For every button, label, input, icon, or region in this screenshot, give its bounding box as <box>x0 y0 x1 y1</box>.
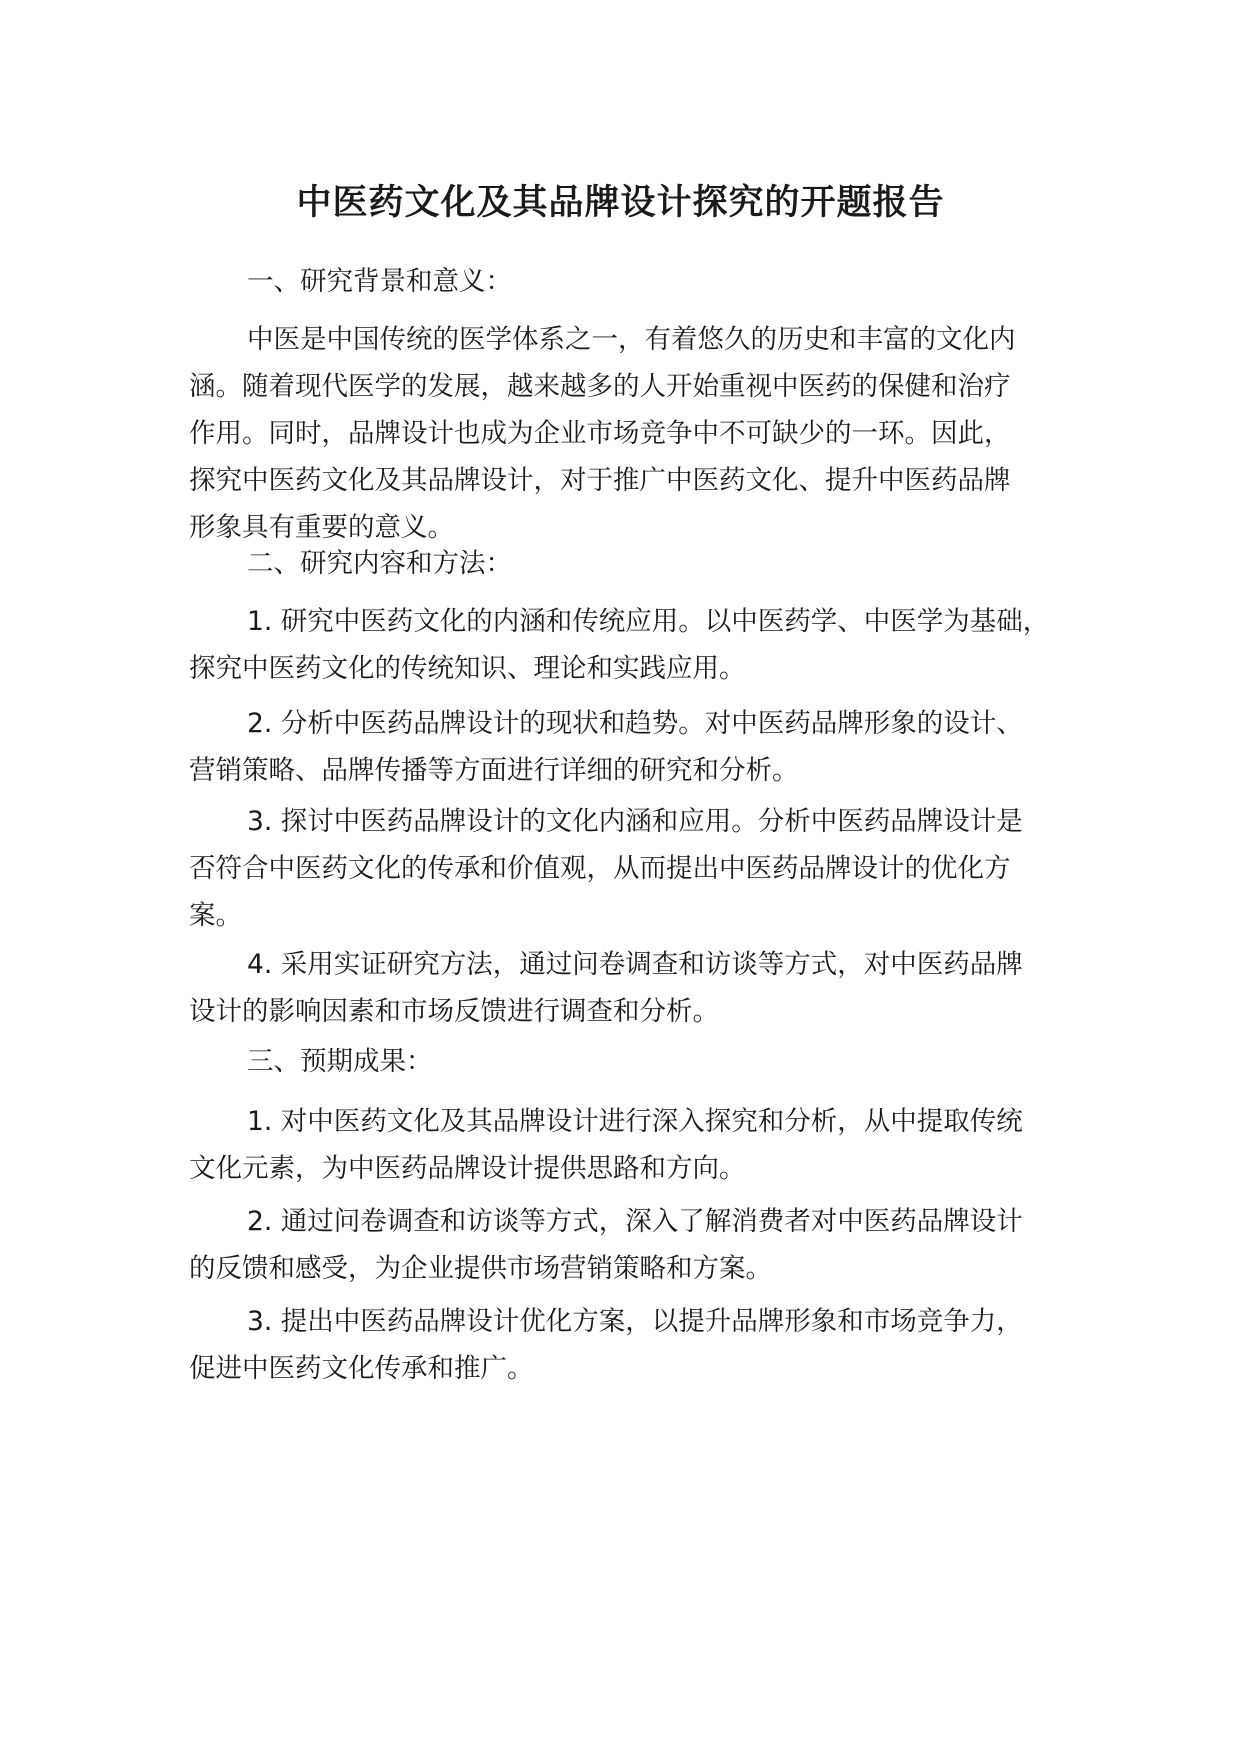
list-item-content-4 <box>189 941 1089 1035</box>
paragraph-background <box>189 316 1089 551</box>
list-item-line: 的反馈和感受，为企业提供市场营销策略和方案。 <box>189 1253 772 1284</box>
list-item-line: 1. 对中医药文化及其品牌设计进行深入探究和分析，从中提取传统 <box>247 1106 1023 1137</box>
paragraph-line: 作用。同时，品牌设计也成为企业市场竞争中不可缺少的一环。因此， <box>189 418 1011 449</box>
paragraph-line: 中医是中国传统的医学体系之一，有着悠久的历史和丰富的文化内 <box>247 324 1016 355</box>
section-heading-background: 一、研究背景和意义： <box>247 266 512 297</box>
list-item-result-2 <box>189 1198 1089 1292</box>
paragraph-line: 探究中医药文化及其品牌设计，对于推广中医药文化、提升中医药品牌 <box>189 465 1011 496</box>
list-item-line: 3. 探讨中医药品牌设计的文化内涵和应用。分析中医药品牌设计是 <box>247 806 1023 837</box>
list-item-line: 2. 分析中医药品牌设计的现状和趋势。对中医药品牌形象的设计、 <box>247 708 1023 739</box>
list-item-content-3 <box>189 798 1089 939</box>
list-item-line: 促进中医药文化传承和推广。 <box>189 1353 534 1384</box>
list-item-line: 营销策略、品牌传播等方面进行详细的研究和分析。 <box>189 755 799 786</box>
list-item-content-1 <box>189 598 1089 692</box>
list-item-result-1 <box>189 1098 1089 1192</box>
paragraph-line: 形象具有重要的意义。 <box>189 512 454 543</box>
list-item-line: 探究中医药文化的传统知识、理论和实践应用。 <box>189 653 746 684</box>
list-item-line: 设计的影响因素和市场反馈进行调查和分析。 <box>189 996 719 1027</box>
paragraph-line: 涵。随着现代医学的发展，越来越多的人开始重视中医药的保健和治疗 <box>189 371 1011 402</box>
list-item-line: 3. 提出中医药品牌设计优化方案，以提升品牌形象和市场竞争力， <box>247 1306 1023 1337</box>
list-item-content-2 <box>189 700 1089 794</box>
list-item-line: 否符合中医药文化的传承和价值观，从而提出中医药品牌设计的优化方 <box>189 853 1011 884</box>
list-item-line: 案。 <box>189 900 242 931</box>
list-item-result-3 <box>189 1298 1089 1392</box>
list-item-line: 4. 采用实证研究方法，通过问卷调查和访谈等方式，对中医药品牌 <box>247 949 1023 980</box>
list-item-line: 1. 研究中医药文化的内涵和传统应用。以中医药学、中医学为基础， <box>247 606 1050 637</box>
list-item-line: 2. 通过问卷调查和访谈等方式，深入了解消费者对中医药品牌设计 <box>247 1206 1023 1237</box>
document-title: 中医药文化及其品牌设计探究的开题报告 <box>296 183 945 223</box>
list-item-line: 文化元素，为中医药品牌设计提供思路和方向。 <box>189 1153 746 1184</box>
section-heading-expected-results: 三、预期成果： <box>247 1046 433 1077</box>
section-heading-content-methods: 二、研究内容和方法： <box>247 548 512 579</box>
